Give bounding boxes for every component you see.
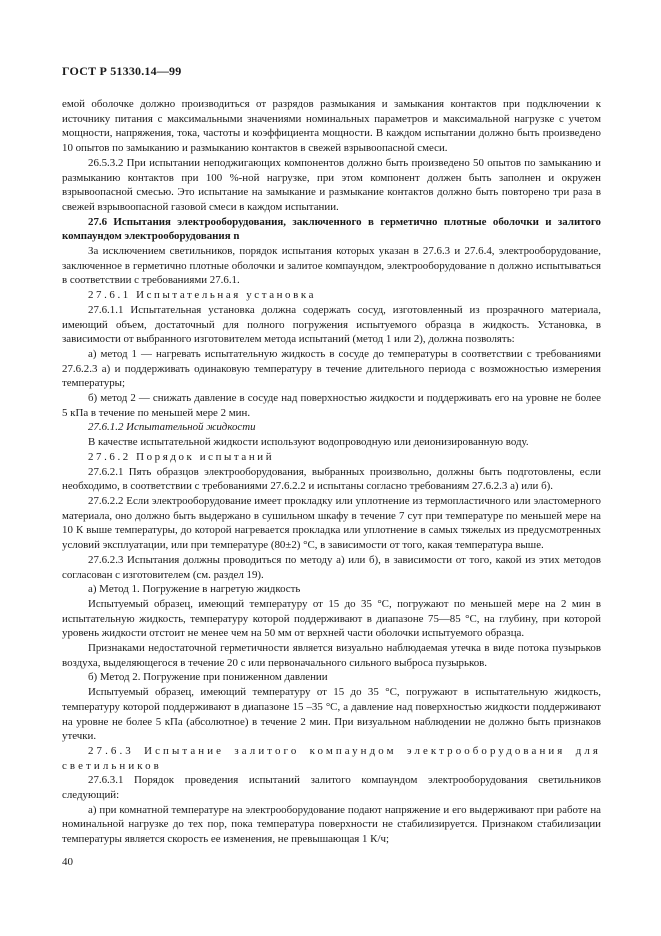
- paragraph: 27.6.1.1 Испытательная установка должна содержать сосуд, изготовленный из прозрачного материала, имеющий объем, достаточный для полного погружения испытуемого образца в жидкость. Установка, в зависимости от выбранного изготовителем метода испытаний (метод 1 или 2), должна позволять:: [62, 303, 601, 346]
- paragraph: Признаками недостаточной герметичности является визуально наблюдаемая утечка в виде потока пузырьков воздуха, выделяющегося в течение 20 с или первоначального сильного выброса пузырьков.: [62, 642, 601, 669]
- document-header: ГОСТ Р 51330.14—99: [62, 64, 182, 78]
- paragraph: В качестве испытательной жидкости используют водопроводную или деионизированную воду.: [88, 436, 529, 449]
- list-item: б) метод 2 — снижать давление в сосуде над поверхностью жидкости и поддерживать его на уровне не более 5 кПа в течение по меньшей мере 2 мин.: [62, 392, 601, 419]
- paragraph: 27.6.2.3 Испытания должны проводиться по методу а) или б), в зависимости от того, какой из этих методов согласован с изготовителем (см. раздел 19).: [62, 553, 601, 581]
- list-item: б) Метод 2. Погружение при пониженном давлении: [88, 671, 328, 684]
- paragraph: 27.6.2.1 Пять образцов электрооборудования, выбранных произвольно, должны быть подготовлены, если необходимо, в соответствии с требованиями 27.6.2.2 и испытаны согласно требованиям 27.6.2.3 а) или б).: [62, 465, 601, 493]
- document-body: [62, 97, 601, 847]
- paragraph: Испытуемый образец, имеющий температуру от 15 до 35 °С, погружают по меньшей мере на 2 мин в испытательную жидкость, температуру которой поддерживают в диапазоне 75—85 °С, на глубину, при которой уровень жидкости отстоит не менее чем на 50 мм от верхней части оболочки испытуемого образца.: [62, 597, 601, 640]
- section-heading: 27.6 Испытания электрооборудования, заключенного в герметично плотные оболочки и залитого компаундом электрооборудования n: [62, 215, 601, 243]
- page-number: 40: [62, 856, 73, 868]
- paragraph: 27.6.2.2 Если электрооборудование имеет прокладку или уплотнение из термопластичного или эластомерного материала, оно должно быть выдержано в сушильном шкафу в течение 7 сут при температуре по меньшей мере на 10 К выше температуры, до которой нагревается прокладка или уплотнение в самых тяжелых из предусмотренных условий эксплуатации, или при температуре (80±2) °С, в зависимости от того, какая температура выше.: [62, 494, 601, 552]
- list-item: а) при комнатной температуре на электрооборудование подают напряжение и его выдерживают при работе на номинальной нагрузке до тех пор, пока температура поверхности не стабилизируется. Признаком стабилизации температуры является скорость ее изменения, не превышающая 1 К/ч;: [62, 803, 601, 846]
- subsection-heading: 27.6.1.2 Испытательной жидкости: [88, 421, 256, 434]
- paragraph: 26.5.3.2 При испытании неподжигающих компонентов должно быть произведено 50 опытов по замыканию и размыканию контактов при 100 %-ной нагрузке, при этом компонент должен быть заполнен и окружен взрывоопасной смесью. Это испытание на замыкание и размыкание контактов должно быть повторено три раза в свежей взрывоопасной газовой смеси в каждом испытании.: [62, 156, 601, 213]
- paragraph: 27.6.3.1 Порядок проведения испытаний залитого компаундом электрооборудования светильников следующий:: [62, 774, 601, 802]
- subsection-heading: 27.6.2 Порядок испытаний: [88, 450, 275, 463]
- paragraph: емой оболочке должно производиться от разрядов размыкания и замыкания контактов при подключении к источнику питания с максимальными значениями номинальных параметров и максимальной нагрузке с учетом мощности, напряжения, тока, частоты и коэффициента мощности. В каждом испытании должно быть произведено 10 опытов по замыканию и размыканию контактов в свежей взрывоопасной смеси.: [62, 98, 601, 155]
- list-item: а) метод 1 — нагревать испытательную жидкость в сосуде до температуры в соответствии с требованиями 27.6.2.3 а) и поддерживать одинаковую температуру в течение длительного периода с возможностью измерения температуры;: [62, 347, 601, 390]
- paragraph: Испытуемый образец, имеющий температуру от 15 до 35 °С, погружают в испытательную жидкость, температуру которой поддерживают в диапазоне 15 –35 °С, а давление над поверхностью жидкости поддерживают на уровне не более 5 кПа (абсолютное) в течение 2 мин. При визуальном наблюдении не должно быть признаков утечки.: [62, 686, 601, 743]
- list-item: а) Метод 1. Погружение в нагретую жидкость: [88, 583, 301, 596]
- subsection-heading: 27.6.1 Испытательная установка: [88, 289, 317, 302]
- subsection-heading: 27.6.3 Испытание залитого компаундом электрооборудования для светильников: [62, 744, 601, 772]
- paragraph: За исключением светильников, порядок испытания которых указан в 27.6.3 и 27.6.4, электрооборудование, заключенное в герметично плотные оболочки и залитое компаундом, электрооборудование n должно испытываться в соответствии с требованиями 27.6.1.: [62, 245, 601, 287]
